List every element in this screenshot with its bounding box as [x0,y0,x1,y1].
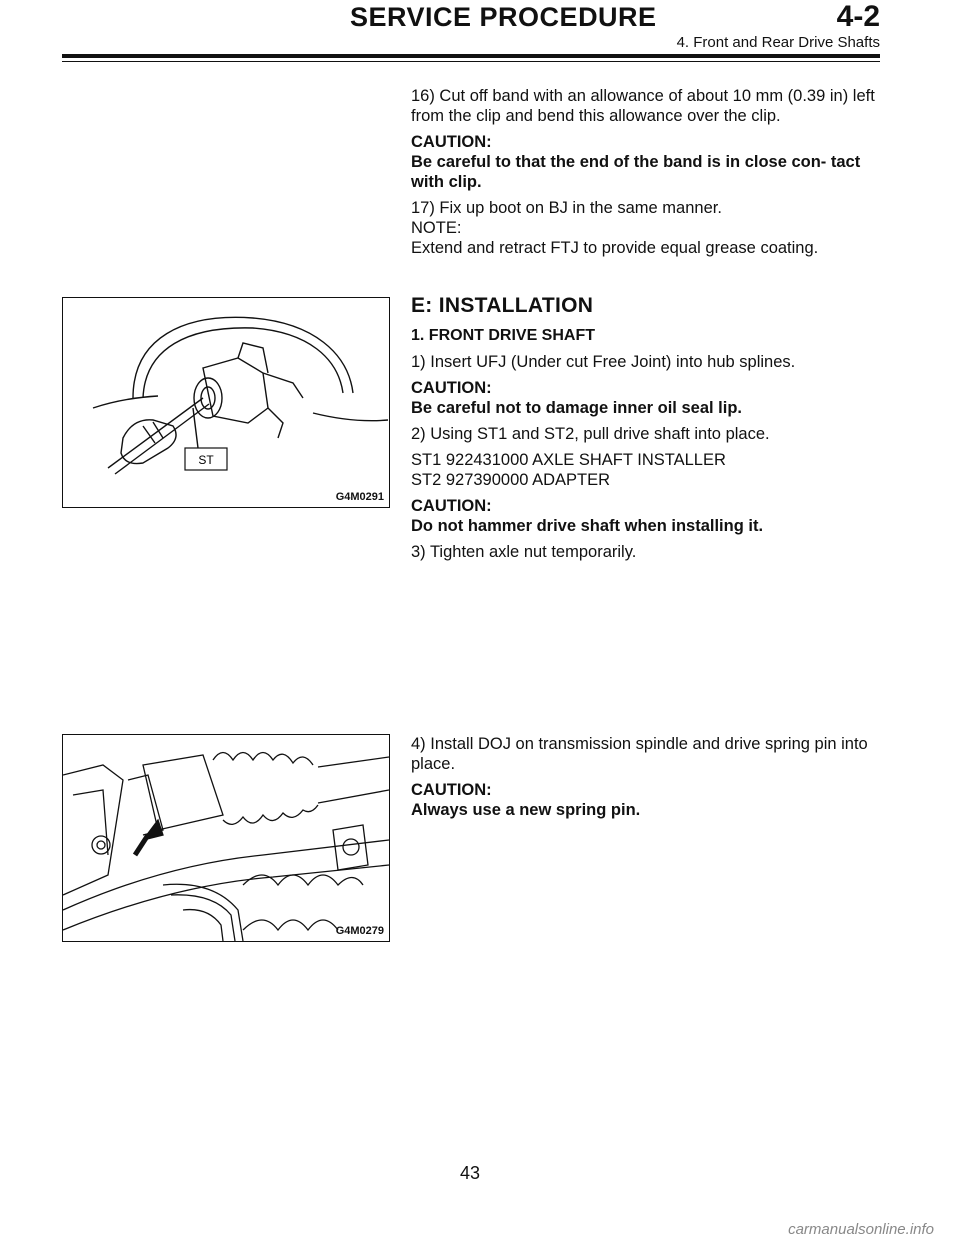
header-title: SERVICE PROCEDURE [350,2,657,32]
doj-spring-pin-illustration [63,735,389,941]
axle-shaft-installer-illustration [63,298,389,507]
watermark[interactable]: carmanualsonline.info [788,1221,934,1238]
tool-st2: ST2 927390000 ADAPTER [411,471,611,489]
step-16-block [411,86,881,264]
subsection-title: 1. FRONT DRIVE SHAFT [411,327,596,344]
note-text: Extend and retract FTJ to provide equal grease coating. [411,239,819,257]
section-title: E: INSTALLATION [411,294,594,317]
step-4: 4) Install DOJ on transmission spindle and drive spring pin into place. [411,735,868,773]
step-4-block [411,734,881,826]
caution-text: Do not hammer drive shaft when installing it. [411,517,764,535]
caution-label: CAUTION: [411,497,492,515]
caution-text: Be careful not to damage inner oil seal lip. [411,399,742,417]
header-rule [62,54,880,58]
installation-block [411,296,881,568]
header-subtitle: 4. Front and Rear Drive Shafts [676,34,880,51]
figure-axle-installer [62,297,390,508]
header-rule-thin [62,61,880,62]
caution-label: CAUTION: [411,133,492,151]
st-label: ST [198,453,214,467]
caution-text: Be careful to that the end of the band is in close con- tact with clip. [411,153,861,191]
page-number: 43 [459,1163,481,1183]
step-16: 16) Cut off band with an allowance of about 10 mm (0.39 in) left from the clip and bend this allowance over the clip. [411,87,875,125]
step-1: 1) Insert UFJ (Under cut Free Joint) into hub splines. [411,353,796,371]
figure-code: G4M0291 [335,491,384,503]
figure-code: G4M0279 [335,925,384,937]
tool-st1: ST1 922431000 AXLE SHAFT INSTALLER [411,451,726,469]
header-chapter: 4-2 [836,0,880,33]
figure-doj-install [62,734,390,942]
step-3: 3) Tighten axle nut temporarily. [411,543,637,561]
caution-label: CAUTION: [411,781,492,799]
caution-label: CAUTION: [411,379,492,397]
note-label: NOTE: [411,219,462,237]
step-17: 17) Fix up boot on BJ in the same manner. [411,199,722,217]
caution-text: Always use a new spring pin. [411,801,641,819]
step-2: 2) Using ST1 and ST2, pull drive shaft into place. [411,425,770,443]
